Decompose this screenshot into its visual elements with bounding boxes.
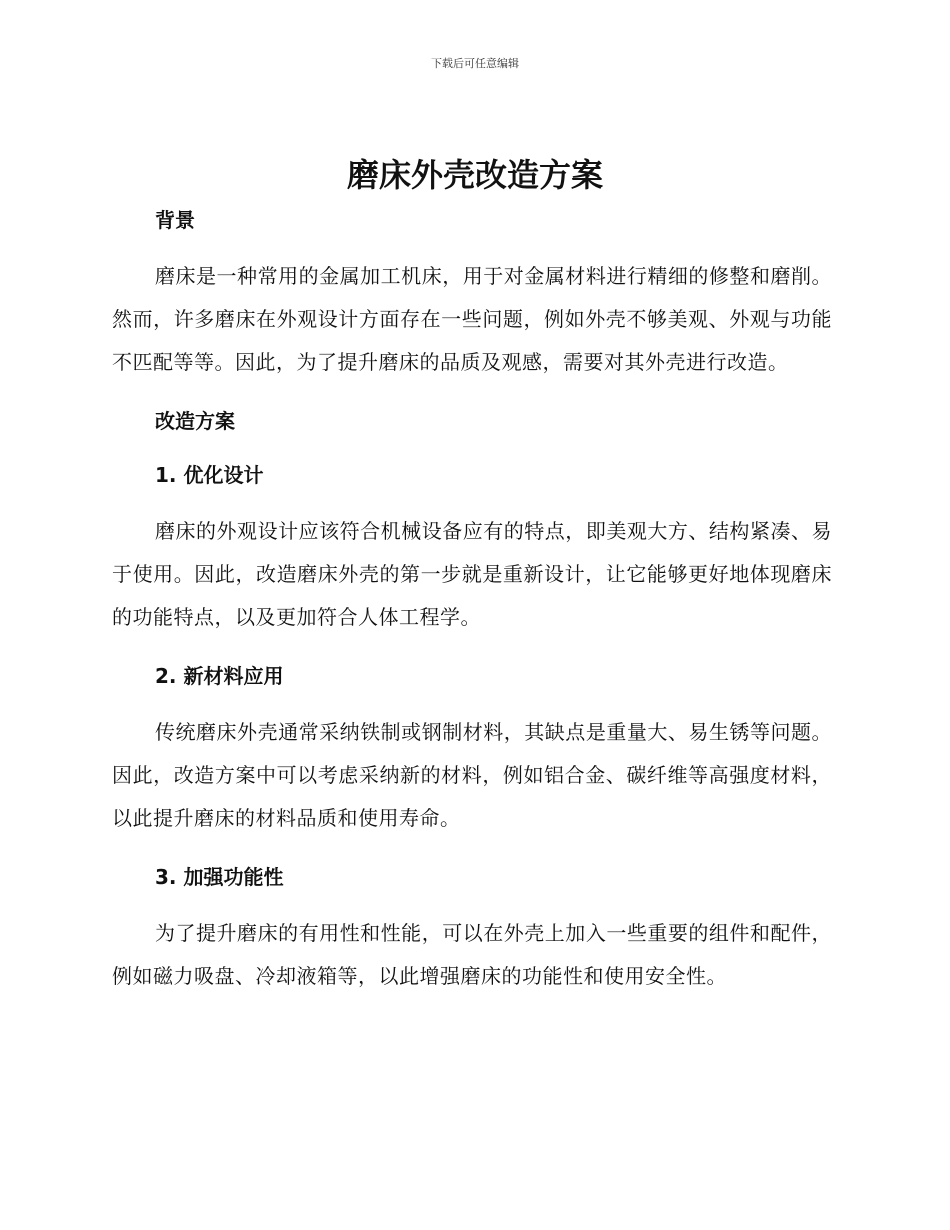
paragraph-optimize-design: 磨床的外观设计应该符合机械设备应有的特点，即美观大方、结构紧凑、易于使用。因此，改造磨床外壳的第一步就是重新设计，让它能够更好地体现磨床的功能特点，以及更加符合人体工程学。 — [112, 519, 832, 629]
section-heading-plan: 改造方案 — [155, 409, 235, 433]
document-body — [112, 203, 832, 998]
paragraph-enhance-function: 为了提升磨床的有用性和性能，可以在外壳上加入一些重要的组件和配件，例如磁力吸盘、冷却液箱等，以此增强磨床的功能性和使用安全性。 — [112, 921, 832, 988]
document-title: 磨床外壳改造方案 — [346, 156, 603, 194]
section-heading-background: 背景 — [155, 208, 195, 232]
subheading-new-materials: 2. 新材料应用 — [155, 664, 284, 688]
subheading-optimize-design: 1. 优化设计 — [155, 463, 264, 487]
paragraph-background: 磨床是一种常用的金属加工机床，用于对金属材料进行精细的修整和磨削。然而，许多磨床在外观设计方面存在一些问题，例如外壳不够美观、外观与功能不匹配等等。因此，为了提升磨床的品质及观感，需要对其外壳进行改造。 — [112, 264, 832, 374]
paragraph-new-materials: 传统磨床外壳通常采纳铁制或钢制材料，其缺点是重量大、易生锈等问题。因此，改造方案中可以考虑采纳新的材料，例如铝合金、碳纤维等高强度材料，以此提升磨床的材料品质和使用寿命。 — [112, 720, 832, 830]
header-note: 下载后可任意编辑 — [431, 57, 519, 70]
subheading-enhance-function: 3. 加强功能性 — [155, 865, 284, 889]
